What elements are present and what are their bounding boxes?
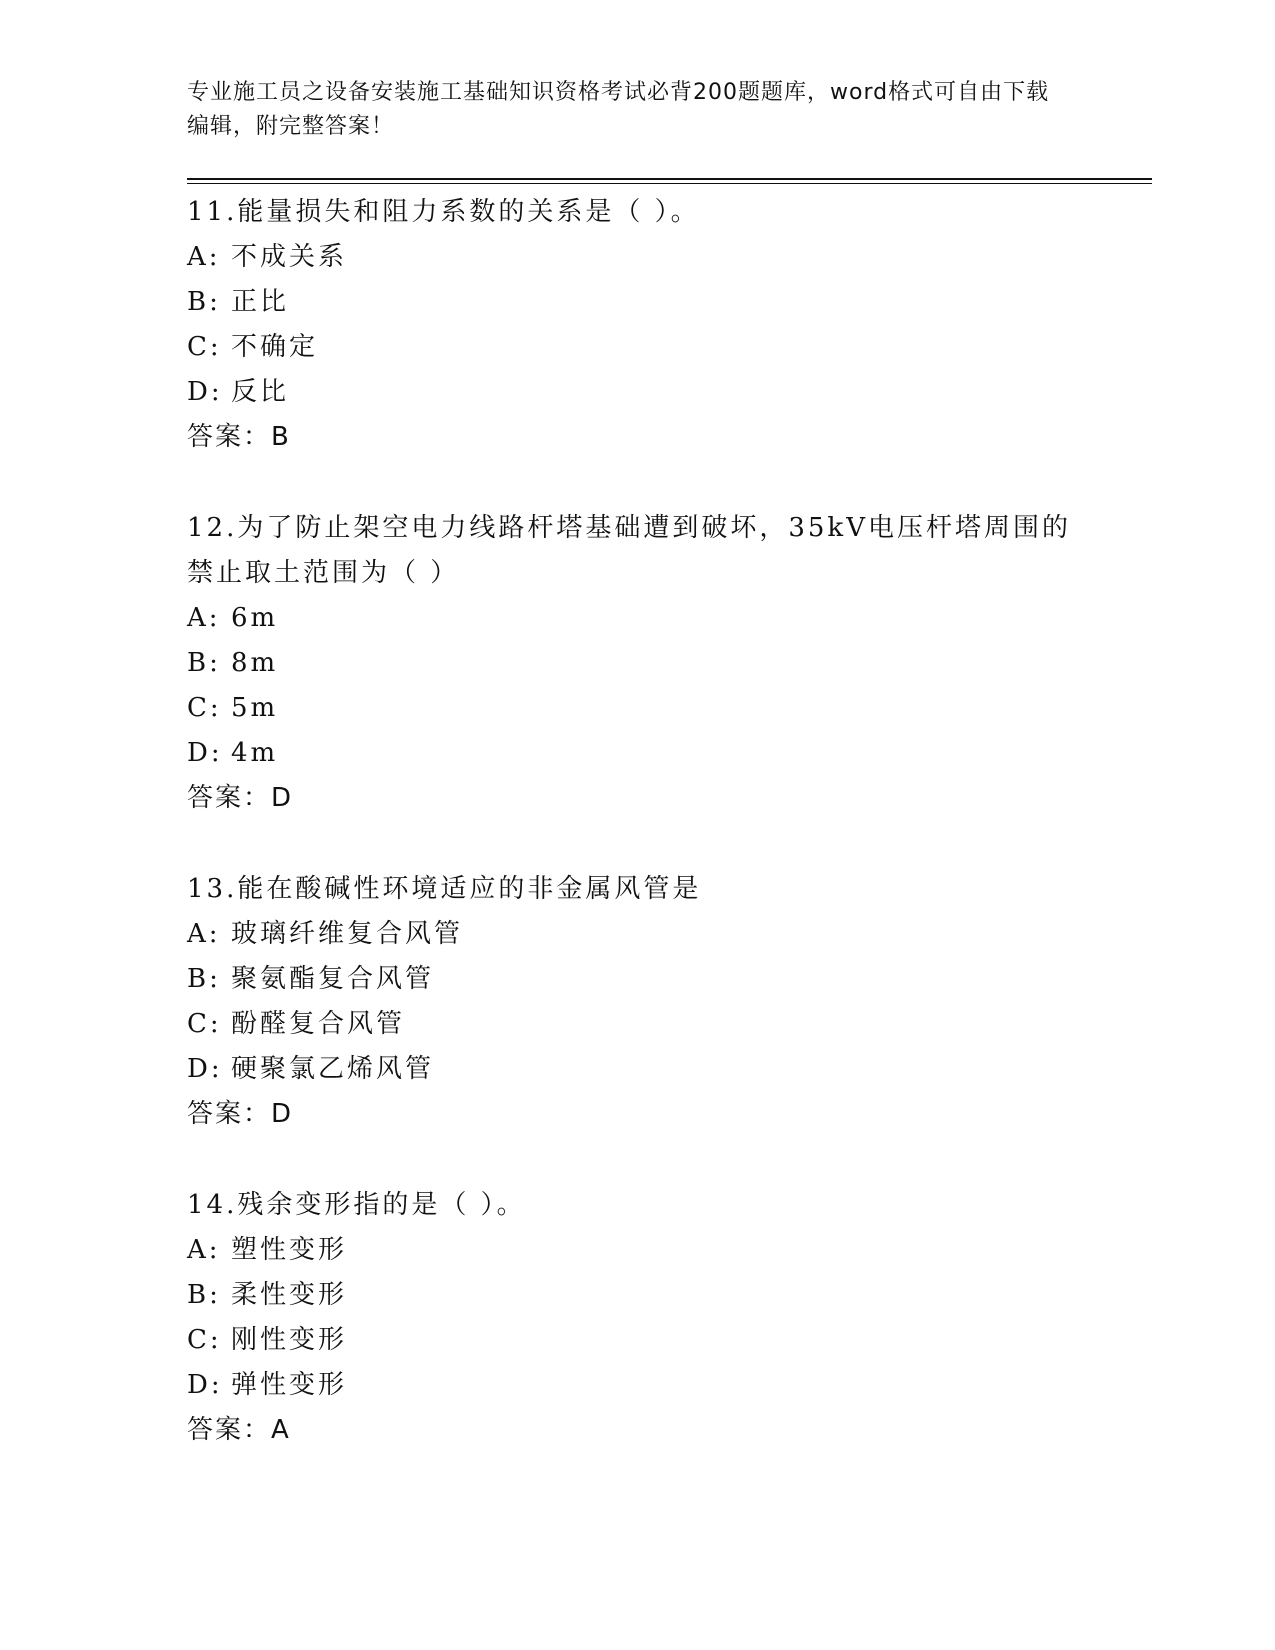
option-key: D: (187, 1054, 223, 1084)
option-text: 塑性变形 (231, 1235, 348, 1265)
option-text: 5m (231, 693, 279, 723)
question-stem: 12.为了防止架空电力线路杆塔基础遭到破坏，35kV电压杆塔周围的禁止取土范围为（ ） (187, 513, 1071, 588)
option-c (187, 325, 1087, 370)
option-key: C: (187, 693, 222, 723)
option-c (187, 1318, 1087, 1363)
option-text: 8m (231, 648, 279, 678)
option-key: A: (187, 242, 221, 272)
option-text: 柔性变形 (231, 1280, 348, 1310)
option-text: 刚性变形 (231, 1325, 348, 1355)
answer-line: 答案：A (187, 1415, 291, 1445)
answer-line: 答案：D (187, 1099, 294, 1129)
header-divider-thick (187, 178, 1152, 180)
option-key: D: (187, 377, 223, 407)
question-list (187, 190, 1087, 1499)
answer-line: 答案：B (187, 422, 291, 452)
question-14 (187, 1183, 1087, 1453)
option-c (187, 1002, 1087, 1047)
option-key: C: (187, 1325, 222, 1355)
option-text: 6m (231, 603, 279, 633)
option-b (187, 280, 1087, 325)
option-key: D: (187, 738, 223, 768)
option-text: 不成关系 (231, 242, 348, 272)
option-a (187, 1228, 1087, 1273)
option-a (187, 596, 1087, 641)
option-key: C: (187, 1009, 222, 1039)
option-b (187, 641, 1087, 686)
option-b (187, 1273, 1087, 1318)
option-b (187, 957, 1087, 1002)
option-key: A: (187, 1235, 221, 1265)
option-text: 酚醛复合风管 (231, 1009, 406, 1039)
question-stem: 11.能量损失和阻力系数的关系是（ ）。 (187, 197, 700, 227)
option-d (187, 731, 1087, 776)
option-text: 反比 (231, 377, 290, 407)
option-key: A: (187, 919, 221, 949)
option-a (187, 912, 1087, 957)
option-text: 硬聚氯乙烯风管 (231, 1054, 435, 1084)
header-divider-thin (187, 183, 1152, 184)
option-key: B: (187, 964, 221, 994)
option-key: A: (187, 603, 221, 633)
page-header-text: 专业施工员之设备安装施工基础知识资格考试必背200题题库，word格式可自由下载编辑，附完整答案！ (187, 80, 1050, 139)
option-key: B: (187, 648, 221, 678)
option-d (187, 1047, 1087, 1092)
option-d (187, 370, 1087, 415)
option-c (187, 686, 1087, 731)
question-12 (187, 506, 1087, 821)
option-text: 不确定 (231, 332, 319, 362)
question-13 (187, 867, 1087, 1137)
option-text: 弹性变形 (231, 1370, 348, 1400)
answer-line: 答案：D (187, 783, 294, 813)
option-key: C: (187, 332, 222, 362)
question-stem: 13.能在酸碱性环境适应的非金属风管是 (187, 874, 702, 904)
question-stem: 14.残余变形指的是（ ）。 (187, 1190, 526, 1220)
option-a (187, 235, 1087, 280)
option-d (187, 1363, 1087, 1408)
option-key: D: (187, 1370, 223, 1400)
question-11 (187, 190, 1087, 460)
option-text: 聚氨酯复合风管 (231, 964, 435, 994)
option-key: B: (187, 1280, 221, 1310)
option-text: 4m (231, 738, 279, 768)
option-text: 正比 (231, 287, 290, 317)
option-key: B: (187, 287, 221, 317)
option-text: 玻璃纤维复合风管 (231, 919, 464, 949)
